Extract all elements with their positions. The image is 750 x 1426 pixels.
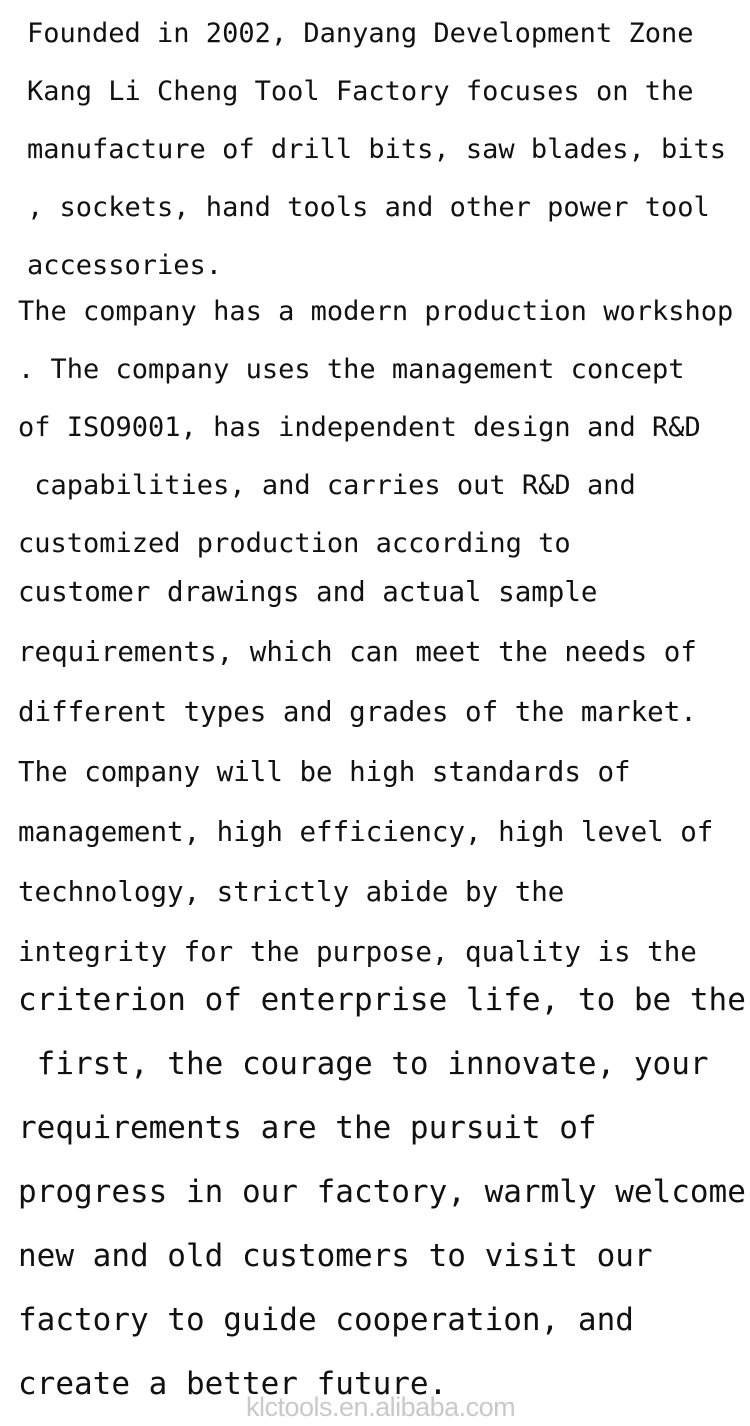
text-line: factory to guide cooperation, and xyxy=(18,1302,634,1338)
text-line: new and old customers to visit our xyxy=(18,1238,653,1274)
text-line: The company has a modern production workshop xyxy=(18,296,734,327)
text-line: customer drawings and actual sample xyxy=(18,576,598,608)
text-line: customized production according to xyxy=(18,528,571,559)
text-line: Kang Li Cheng Tool Factory focuses on the xyxy=(27,76,694,107)
text-line: requirements, which can meet the needs of xyxy=(18,636,697,668)
text-line: create a better future. xyxy=(18,1366,448,1402)
text-line: different types and grades of the market. xyxy=(18,696,697,728)
text-line: , sockets, hand tools and other power tool xyxy=(27,192,710,223)
text-line: The company will be high standards of xyxy=(18,756,631,788)
text-line: . The company uses the management concept xyxy=(18,354,685,385)
text-line: requirements are the pursuit of xyxy=(18,1110,597,1146)
text-line: of ISO9001, has independent design and R&D xyxy=(18,412,701,443)
text-line: capabilities, and carries out R&D and xyxy=(18,470,636,501)
text-line: progress in our factory, warmly welcome xyxy=(18,1174,746,1210)
text-line: integrity for the purpose, quality is the xyxy=(18,936,697,968)
text-line: technology, strictly abide by the xyxy=(18,876,565,908)
text-line: Founded in 2002, Danyang Development Zone xyxy=(27,18,694,49)
text-line: management, high efficiency, high level of xyxy=(18,816,714,848)
text-line: accessories. xyxy=(27,250,223,281)
text-line: criterion of enterprise life, to be the xyxy=(18,982,746,1018)
text-line: manufacture of drill bits, saw blades, bits xyxy=(27,134,726,165)
site-watermark: klctools.en.alibaba.com xyxy=(246,1392,516,1422)
text-line: first, the courage to innovate, your xyxy=(18,1046,709,1082)
